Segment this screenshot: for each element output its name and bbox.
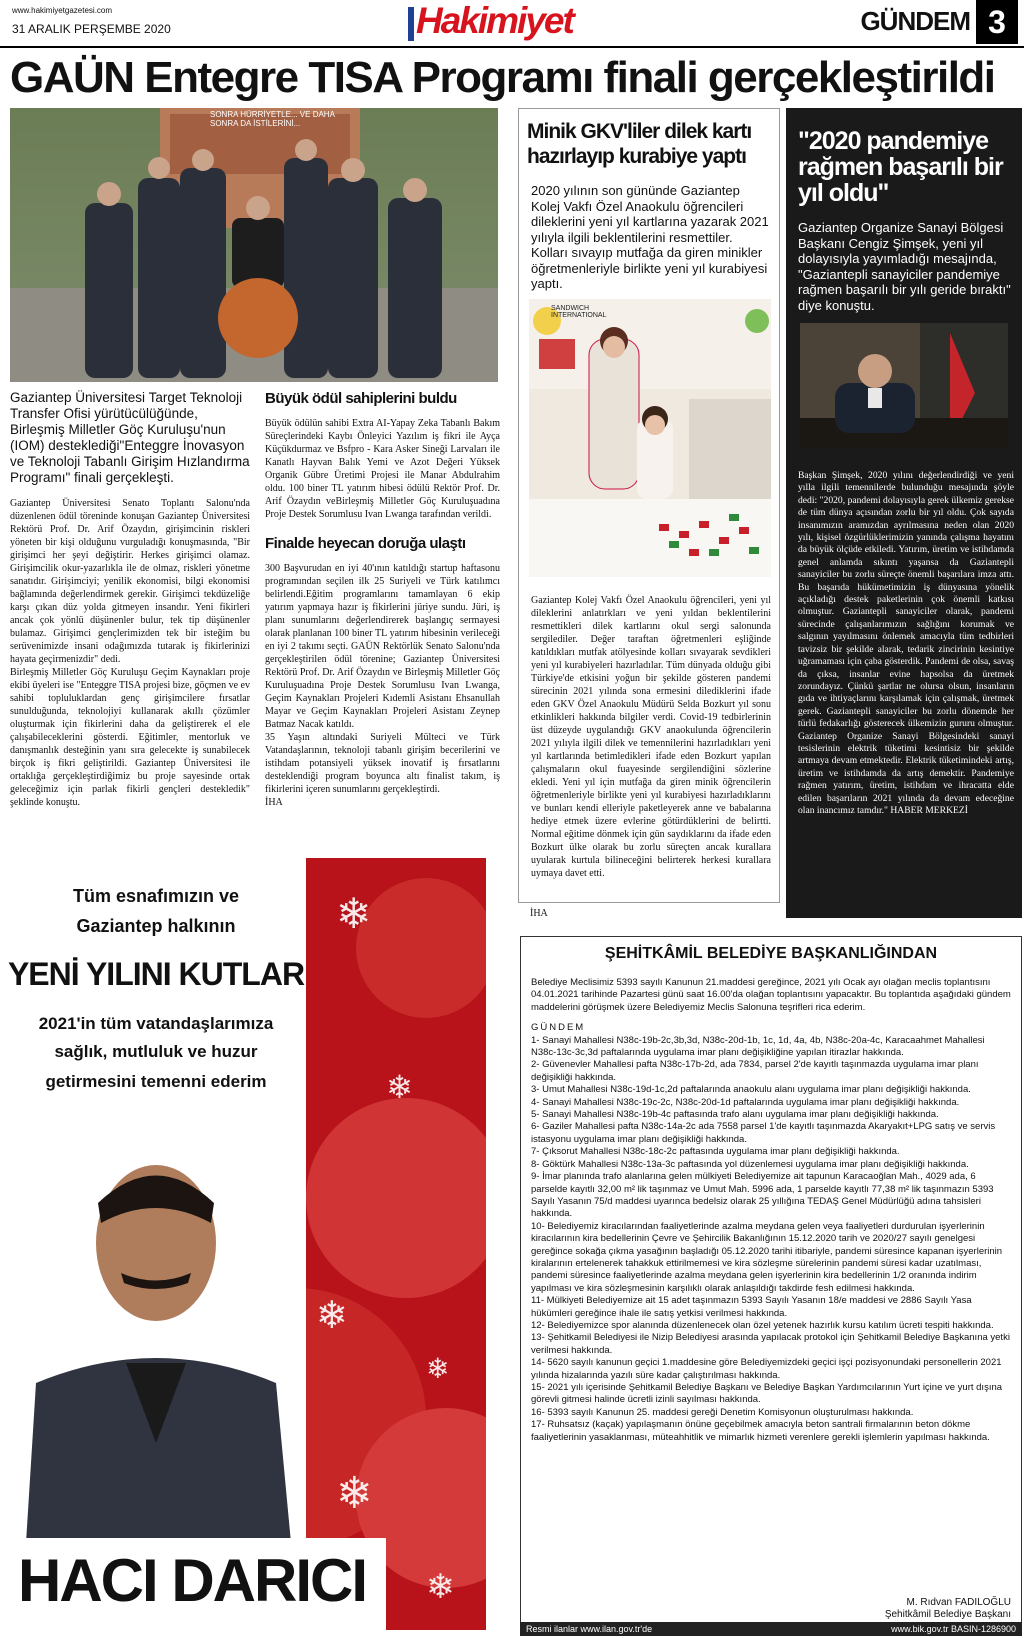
ad-headline: YENİ YILINI KUTLAR [7, 956, 305, 992]
ad-line-1: Tüm esnafımızın ve [72, 886, 240, 906]
gkv-photo [529, 299, 771, 577]
main-story-column-1 [10, 497, 250, 809]
svg-text:❄: ❄ [336, 889, 372, 938]
agenda-item: 14- 5620 sayılı kanunun geçici 1.maddesine göre Belediyemizdeki geçici işçi pozisyonundaki personellerin 2021 yılında hizalarında yazılı süre kadar çalıştırılması hakkında. [531, 1357, 1002, 1381]
main-story-lead: Gaziantep Üniversitesi Target Teknoloji Transfer Ofisi yürütücülüğünde, Birleşmiş Milletler Göç Kuruluşu'nun (IOM) desteklediği"Enteggre İnovasyon ve Teknoloji Tabanlı Girişim Hızlandırma Programı" finali gerçekleşti. [10, 390, 250, 485]
agenda-item: 9- İmar planında trafo alanlarına gelen mülkiyeti Belediyemize ait tapunun Karacaoğlan Mah., 4029 ada, 6 parselde kayıtlı 32,00 m² lik taşınmaz ve Umut Mah. 5996 ada, 1 parselde kayıtlı 77,38 m² lik taşınmazın 5393 Sayılı Yasanın 75/d maddesi uyarınca bedelsiz olarak 25 yıllığına TEDAŞ Genel Müdürlüğü adına tahsisleri hakkında. [531, 1171, 994, 1220]
new-year-advertisement [6, 858, 486, 1630]
newspaper-logo [408, 2, 614, 44]
main-story-paragraph: Gaziantep Üniversitesi Senato Toplantı Salonu'nda düzenlenen ödül töreninde konuşan Gaziantep Üniversitesi Rektörü Prof. Dr. Arif Özaydın, girişimcinin riskleri yöneten bir kişi olduğunu vurguladığı konuşmasında, "Bir girişimci her şeyi değiştirir. Herkes girişimci olamaz. Girişimcilik okur-yazarlıkla ile de olmaz, riskleri yönetme sanatıdır. Girişimciyi; yenilik ekonomisi, bilgi ekonomisi bağlamında değerlendirmek gerekir. Girişimci tekdüzeliğe karşı çıkan düz yolda gitmeyen insandır. Yeni fikirleri ancak çok yönlü düşünenler bulur, tek tip düşünenler bulamaz. Girişimci gençlerimizden tek bir isteğim bu serüvenimizde insani odağımızda tutarak iş fikirlerinizi hayata geçirmenizdir" dedi. [10, 498, 250, 665]
municipal-notice [520, 936, 1022, 1636]
agenda-item: 15- 2021 yılı içerisinde Şehitkamil Belediye Başkanı ve Belediye Başkan Yardımcılarının Yurt içine ve yurt dışına görevli gitmesi halinde ücretli izinli sayılması hakkında. [531, 1382, 1003, 1406]
official-ads-link[interactable]: Resmi ilanlar www.ilan.gov.tr'de [526, 1624, 653, 1634]
gkv-story-box [518, 108, 780, 903]
bik-link[interactable]: www.bik.gov.tr BASIN-1286900 [891, 1624, 1016, 1634]
svg-text:❄: ❄ [336, 1468, 373, 1519]
main-story-column-2 [265, 390, 500, 809]
agenda-item: 1- Sanayi Mahallesi N38c-19b-2c,3b,3d, N38c-20d-1b, 1c, 1d, 4a, 4b, N38c-20a-4c, Karacaahmet Mahallesi N38c-13c-3c,3d paftalarında uygulama imar planı değişikliğine yapılan itirazlar hakkında. [531, 1034, 985, 1059]
subhead-awards: Büyük ödül sahiplerini buldu [265, 390, 457, 407]
photo-sign-text: SANDWICH INTERNATIONAL [551, 305, 607, 319]
pandemic-body [798, 470, 1014, 817]
svg-text:❄: ❄ [426, 1567, 455, 1607]
svg-text:❄: ❄ [386, 1068, 413, 1106]
site-url: www.hakimiyetgazetesi.com [12, 6, 113, 15]
ad-line-3: 2021'in tüm vatandaşlarımıza [38, 1014, 274, 1033]
pandemic-lead: Gaziantep Organize Sanayi Bölgesi Başkanı Cengiz Şimşek, yeni yıl dolayısıyla yayımladığı mesajında, "Gaziantepli sanayiciler pandemiye rağmen başarılı bir yılı geride bıraktı" diye konuştu. [798, 220, 1011, 313]
notice-intro: Belediye Meclisimiz 5393 sayılı Kanunun 21.maddesi gereğince, 2021 yılı Ocak ayı olağan meclis toplantısını 04.01.2021 tarihinde Pazartesi günü saat 16.00'da olağan toplantısını yapacaktır. Bu toplantıda aşağıdaki gündem maddelerini görüşmek üzere Belediyemiz Meclis Salonuna teşrifleri rica ederim. [531, 977, 1011, 1013]
subhead-finale: Finalde heyecan doruğa ulaştı [265, 535, 466, 552]
group-photo-illustration [10, 108, 498, 382]
agenda-item: 2- Güvenevler Mahallesi pafta N38c-17b-2d, ada 7834, parsel 2'de kayıtlı taşınmazda uygulama imar planı değişikliği hakkında. [531, 1059, 979, 1083]
notice-footer-bar [520, 1622, 1022, 1636]
gkv-headline: Minik GKV'liler dilek kartı hazırlayıp kurabiye yaptı [527, 120, 752, 168]
agenda-item: 7- Çıksorut Mahallesi N38c-18c-2c paftasında uygulama imar planı değişikliği hakkında. [531, 1146, 900, 1158]
gkv-body [531, 594, 771, 880]
photo-sign-text: SONRA HÜRRİYETLE... VE DAHA SONRA DA İSTİLERİNİ... [210, 110, 335, 128]
portrait-photo-illustration [800, 323, 1008, 448]
agenda-item: 13- Şehitkamil Belediyesi ile Nizip Belediyesi arasında yapılacak protokol için Şehitkamil Belediye Başkanına yetki verilmesi hakkında. [531, 1332, 1010, 1356]
agenda-item: 3- Umut Mahallesi N38c-19d-1c,2d paftalarında anaokulu alanı uygulama imar planı değişikliği hakkında. [531, 1084, 971, 1096]
gkv-source: İHA [530, 908, 548, 919]
gkv-paragraph: Gaziantep Kolej Vakfı Özel Anaokulu öğrencileri, yeni yıl dileklerini anlatırkları ve yeni yıldan beklentilerini resmettikleri dilek kartlarını okul sergi salonunda sergilediler. Değer taraftan öğretmenleri eşliğinde katıldıkları mutfak atölyesinde kolları sıvayarak sevdikleri yeni yıl kurabiyeleri hazırladılar. Tüm dünyada olduğu gibi Türkiye'de etkisini yoğun bir şekilde gösteren pandemi sürecinin 2021 yılında sona ermesini dilediklerini ifade eden GKV Özel Anaokulu Müdürü Selda Bozkurt yıl sonu etkinlikleri hakkında bilgiler verdi. Covid-19 tedbirlerinin üst düzeyde uygulandığı GKV anaokulunda öğrencilerin 2021 yılıyla ilgili dilek ve temennilerini hazırladıkları yeni yıl kartlarında betimledikleri ifade eden Bozkurt yapılan çalışmaların okul fuayesinde sergilendiğini sözlerine ekledi. Yeni yıl için mutfağa da giren minik öğrencilerin öğretmenleriyle birlikte yeni yıl kurabiyesi hazırladıklarını ve bunları kendi elleriyle paketleyerek anne ve babalarına hediye etmek üzere evlerine götürdüklerini de belirtti. Normal eğitime dönmek için gün saydıklarını da ifade eden Bozkurt ülke olarak bu zorlu süreçten ancak kurallara uyularak kurtula bilineceğini belirterek herkesi kurallara uymaya davet etti. [531, 595, 771, 879]
main-story-photo [10, 108, 498, 382]
signer-title: Şehitkâmil Belediye Başkanı [884, 1609, 1011, 1620]
main-story-paragraph: 35 Yaşın altındaki Suriyeli Mülteci ve Türk Vatandaşlarının, teknoloji tabanlı girişim becerilerini ve istihdam potansiyeli yüksek inovatif iş fırsatlarını desteklendiği program boyunca altı finalist takım, iş fikirlerini içeren sunumlarını gerçekleştirdi. [265, 732, 500, 795]
agenda-item: 17- Ruhsatsız (kaçak) yapılaşmanın önüne geçebilmek amacıyla beton santrali firmalarının beton dökme faaliyetlerinin yasaklanması, müteahhitlik ve mimarlık hizmeti verenlere gerekli işlemlerin yapılması hakkında. [531, 1419, 990, 1443]
agenda-item: 12- Belediyemizce spor alanında düzenlenecek olan özel yetenek hazırlık kursu katılım ücreti tespiti hakkında. [531, 1319, 994, 1331]
notice-title: ŞEHİTKÂMİL BELEDİYE BAŞKANLIĞINDAN [604, 945, 938, 962]
ad-line-5: getirmesini temenni ederim [45, 1072, 267, 1091]
agenda-item: 16- 5393 sayılı Kanunun 25. maddesi gereği Denetim Komisyonun oluşturulması hakkında. [531, 1406, 914, 1418]
gkv-lead: 2020 yılının son gününde Gaziantep Kolej Vakfı Özel Anaokulu öğrencileri dileklerini yeni yıl kartlarına yazarak 2021 yılıyla ilgili beklentilerini resmettiler. Kolları sıvayıp mutfağa da giren minikler öğretmenleriyle birlikte yeni yıl kurabiyesi yaptı. [531, 183, 769, 291]
pandemic-headline: "2020 pandemiye rağmen başarılı bir yıl oldu" [798, 127, 1003, 207]
logo-strip [408, 7, 414, 41]
signer-name: M. Rıdvan FADILOĞLU [906, 1597, 1011, 1608]
main-story-paragraph: Birleşmiş Milletler Göç Kuruluşu Geçim Kaynakları proje ekibi üyeleri ise "Enteggre TISA projesi bize, göçmen ve ev sahibi topluluklardan genç girişimcilere fırsatlar sunulduğunda, teknolojiyi kullanarak akıllı çözümler oluşturmak için fikirlerini daha da geliştirerek el ele çalışabileceklerini gösterdi. Eğitimler, mentorluk ve danışmanlık desteğinin yanı sıra gelecekte iş sunabilecek birçok iş fikri geliştirildi. Gaziantep Üniversitesi ile ortaklığa gerçekleştirdiğimiz bu proje sayesinde ortak geleceğimiz için parlak fikirli gençleri destekledik" şeklinde konuştu. [10, 667, 250, 808]
logo-text: Hakimiyet [416, 0, 573, 41]
page-number: 3 [976, 0, 1018, 44]
section-label: GÜNDEM [860, 6, 970, 36]
svg-text:❄: ❄ [316, 1293, 348, 1337]
issue-date: 31 ARALIK PERŞEMBE 2020 [12, 22, 171, 36]
agenda-item: 4- Sanayi Mahallesi N38c-19c-2c, N38c-20d-1d paftalarında uygulama imar planı değişikliği hakkında. [531, 1096, 960, 1108]
main-story-paragraph: Büyük ödülün sahibi Extra AI-Yapay Zeka Tabanlı Bakım Süreçlerindeki Kaybı Önleyici Yazılım iş fikri ile Ayça Küçükdurmaz ve Bsfpro - Kara Asker Sineği Larvaları ile Kanatlı Hayvan Balık Yemi ve Azot Değeri Yüksek Organik Gübre Üretimi Projesi ile Manar Abdulrahim oldu. 100 biner TL yatırım hibesi ödülü Rektör Prof. Dr. Arif Özaydın veBirleşmiş Milletler Göç Kuruluşuadına Proje Destek Sorumlusu Ivan Lwanga tarafından verildi. [265, 418, 500, 520]
notice-body [531, 977, 1011, 1444]
notice-signature [885, 1597, 1011, 1621]
pandemic-paragraph: Başkan Şimşek, 2020 yılını değerlendirdiği ve yeni yılla ilgili temennilerde bulunduğu mesajında şöyle dedi: "2020, pandemi dolayısıyla gerek ülkemiz gerekse de tüm dünya açısından zorlu bir yıl oldu. Çok sayıda insanımızın aramızdan ayrılmasına neden olan 2020 yılı, kişisel özgürlüklerimizin yanında çalışma hayatını da büyük ölçüde etkiledi. Yatırım, üretim ve istihdamda genel anlamda sıkıntı yaşansa da Gaziantepli sanayiciler bu zorlu süreçte önemli başarılara imza attı. Bu başarıda hükümetimizin iş dünyasına yönelik açıkladığı destek paketlerinin çok önemli katkısı olmuştur. Gaziantepli sanayiciler olarak, pandemi sürecinde çalışanlarımızın sağlığını korumak ve salgının yayılmasını önlemek amacıyla tüm tedbirleri tavizsiz bir şekilde alarak, tedarik zincirinin kesintiye uğramaması için çaba gösterdik. Pandemi de olsa, savaş da çıksa, insanlar evine hapsolsa da üretmek zorundayız. Çünkü şartlar ne olursa olsun, insanların gıda ve ihtiyaçlarını karşılamak için çalışmak, üretmek gerek. Gaziantepli sanayiciler bu zorlu dönemde her türlü fedakarlığı gösterecek ülkemizin gururu olmuştur. Gaziantep Organize Sanayi Bölgesindeki sanayi tesislerinin elektrik tüketimi kesintisiz bir şekilde artmaya devam etmektedir. Elektrik tüketimindeki artış, üretim ve istihdamda da artış demektir. Pandemiye rağmen yatırım, üretim, istihdam ve ihracatta elde edilen başarıların 2021 yılında da devam edeceğine olan inancımız tamdır." HABER MERKEZİ [798, 470, 1014, 816]
notice-agenda-title: GÜNDEM [531, 1022, 586, 1034]
main-headline: GAÜN Entegre TISA Programı finali gerçekleştirildi [10, 53, 995, 102]
agenda-item: 11- Mülkiyeti Belediyemize ait 15 adet taşınmazın 5393 Sayılı Yasanın 18/e maddesi ve 2886 Sayılı Yasa hükümleri gereğince ihale ile satış yetkisi verilmesi hakkında. [531, 1295, 972, 1319]
pandemic-story-box [786, 108, 1022, 918]
ad-line-2: Gaziantep halkının [76, 916, 236, 936]
ad-line-4: sağlık, mutluluk ve huzur [54, 1042, 258, 1061]
agenda-item: 5- Sanayi Mahallesi N38c-19b-4c paftasında trafo alanı uygulama imar planı değişikliği hakkında. [531, 1109, 939, 1121]
svg-text:❄: ❄ [426, 1352, 450, 1385]
agenda-item: 8- Göktürk Mahallesi N38c-13a-3c paftasında yol düzenlemesi uygulama imar planı değişikliği hakkında. [531, 1158, 969, 1170]
agenda-item: 6- Gaziler Mahallesi pafta N38c-14a-2c ada 7558 parsel 1'de kayıtlı taşınmazda Akaryakıt+LPG satış ve servis istasyonu uygulama imar planı değişikliği hakkında. [531, 1121, 996, 1145]
kitchen-photo-illustration [529, 299, 771, 577]
ad-person-name: HACI DARICI [18, 1547, 366, 1614]
agenda-item: 10- Belediyemiz kiracılarından faaliyetlerinde azalma meydana gelen veya faaliyetleri durdurulan işyerlerinin kiracılarının kira bedellerinin Çevre ve Şehircilik Bakanlığının 15.12.2020 tarih ve 2020/27 sayılı genelgesi gereğince sokağa çıkma yasağının başladığı 05.12.2020 tarihi itibariyle, pandemi süresince kapanan işyerlerinin kiralarının ertelenerek tahakkuk ettirilmemesi ve kira sözleşme sürelerinin pandemi süresi kadar uzatılması, pandemi süresince faaliyetlerinde azalma meydana gelen işyerlerinin kira bedellerinin 1/2 oranında indirim yapılması ve kira sözleşmesinin karşılıklı olarak anlaşıldığı takdirde fesh edilmesi hakkında. [531, 1220, 1003, 1294]
masthead [0, 0, 1024, 48]
main-story-paragraph: 300 Başvurudan en iyi 40'ının katıldığı startup haftasonu programından seçilen ilk 25 Suriyeli ve Türk katılımcı belirlendi.Eğitim programlarını tamamlayan 6 ekip yatırım yapmaya hazır iş fikirlerini jüriye sundu. Jüri, iş planı sunumlarını değerlendirerek başlangıç sermayesi olarak planlanan 100 biner TL yatırım hibesinin verileceği en iyi 2 takımı seçti. GAÜN Rektörlük Senato Salonu'nda gerçekleştirilen ödül törenine; Gaziantep Üniversitesi Rektörü Prof. Dr. Arif Özaydın ve Birleşmiş Milletler Göç Kuruluşuadına Proje Destek Sorumlusu Ivan Lwanga, Geçim Kaynakları Projeleri Kıdemli Asistanı Ehsanullah Mayar ve Geçim Kaynakları Projeleri Asistanı Zeynep Batmaz Nacak katıldı. [265, 563, 500, 730]
main-story-source: İHA [265, 797, 283, 808]
portrait-man-illustration [6, 1123, 306, 1543]
pandemic-photo [800, 323, 1008, 448]
